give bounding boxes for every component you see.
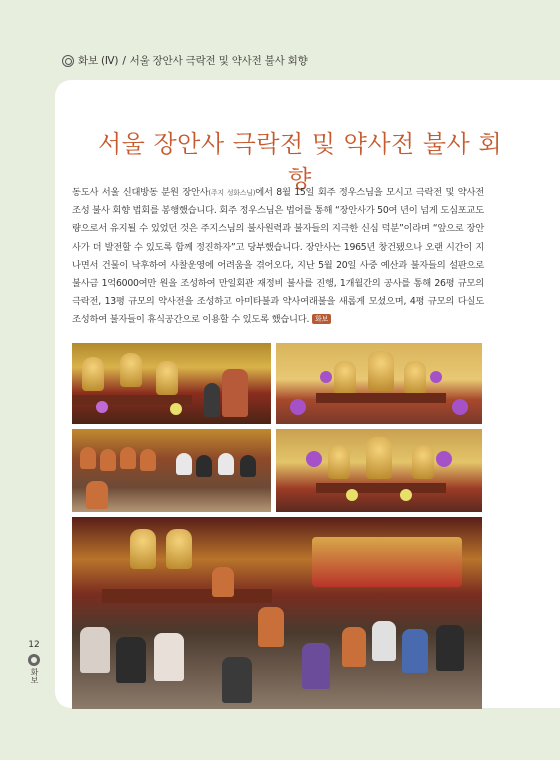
section-badge: 화보 xyxy=(312,314,331,324)
flower-arrangement xyxy=(170,403,182,415)
buddha-statue xyxy=(368,351,394,391)
header-title: 서울 장안사 극락전 및 약사전 불사 회향 xyxy=(129,55,308,67)
attendee-figure xyxy=(302,643,330,689)
monk-figure xyxy=(222,369,248,417)
body-text-a: 동도사 서울 신대방동 분원 장안사 xyxy=(72,187,209,198)
folio xyxy=(24,640,44,684)
flower-arrangement xyxy=(452,399,468,415)
flower-arrangement xyxy=(346,489,358,501)
monk-figure xyxy=(258,607,284,647)
buddha-statue xyxy=(130,529,156,569)
page-number: 12 xyxy=(28,640,40,650)
body-text-b: 에서 8월 15일 회주 정우스님을 모시고 극락전 및 약사전 조성 불사 회향 법회를 봉행했습니다. 회주 정우스님은 법어를 통해 “장안사가 50여 년이 넘게 도심포교도량으로서 유지될 수 있었던 것은 주지스님의 불사원력과 불자들의 지극한 신심 덕분”이라며 “앞으로 장안사가 더 발전할 수 있도록 함께 정진하자”고 당부했습니다. 장안사는 1965년 창건됐으나 오랜 시간이 지나면서 건물이 낙후하여 사찰운영에 어려움을 겪어오다, 지난 5월 20일 사중 예산과 불자들의 설판으로 불사금 1억6000여만 원을 조성하여 만일회관 재정비 불사를 진행, 1개월간의 공사를 통해 26평 규모의 극락전, 13평 규모의 약사전을 조성하고 아미타불과 약사여래불을 새롭게 모셨으며, 4평 규모의 다실도 조성하여 불자들이 휴식공간으로 이용할 수 있도록 했습니다. xyxy=(72,187,484,326)
monk-figure xyxy=(86,481,108,509)
buddha-statue xyxy=(366,437,392,479)
attendee-figure xyxy=(240,455,256,477)
monk-figure xyxy=(100,449,116,471)
attendee-figure xyxy=(154,633,184,681)
folio-section: 화보 xyxy=(30,668,39,684)
monk-figure xyxy=(212,567,234,597)
photo-congregation-seated xyxy=(72,429,271,512)
buddha-statue xyxy=(120,353,142,387)
article-title: 서울 장안사 극락전 및 약사전 불사 회향 xyxy=(97,130,503,193)
altar-table xyxy=(316,393,446,403)
attendee-figure xyxy=(176,453,192,475)
monk-figure xyxy=(80,447,96,469)
monk-figure xyxy=(140,449,156,471)
buddha-statue xyxy=(166,529,192,569)
buddha-statue xyxy=(82,357,104,391)
flower-arrangement xyxy=(96,401,108,413)
attendee-figure xyxy=(204,383,220,417)
flower-arrangement xyxy=(290,399,306,415)
dharma-wheel-icon xyxy=(62,55,74,67)
buddha-statue xyxy=(334,361,356,395)
photo-altar-buddha xyxy=(276,343,482,424)
attendee-figure xyxy=(116,637,146,683)
attendee-figure xyxy=(196,455,212,477)
altar-table xyxy=(316,483,446,493)
attendee-figure xyxy=(218,453,234,475)
flower-arrangement xyxy=(306,451,322,467)
monk-figure xyxy=(342,627,366,667)
altar-table xyxy=(102,589,272,603)
article-body xyxy=(72,184,484,330)
photo-medicine-buddha-hall xyxy=(276,429,482,512)
running-header xyxy=(62,53,308,68)
attendee-figure xyxy=(402,629,428,673)
attendee-figure xyxy=(80,627,110,673)
photo-main-hall-assembly xyxy=(72,517,482,709)
buddha-statue xyxy=(156,361,178,395)
attendee-figure xyxy=(436,625,464,671)
buddha-statue xyxy=(328,445,350,479)
flower-arrangement xyxy=(400,489,412,501)
section-marker-icon xyxy=(28,654,40,666)
photo-ceremony-speech xyxy=(72,343,271,424)
flower-arrangement xyxy=(436,451,452,467)
abbot-note: (주지 성화스님) xyxy=(208,189,256,197)
header-separator: / xyxy=(122,54,126,67)
flower-arrangement xyxy=(320,371,332,383)
flower-arrangement xyxy=(430,371,442,383)
buddha-statue xyxy=(404,361,426,395)
header-section: 화보 (Ⅳ) xyxy=(78,55,119,67)
attendee-figure xyxy=(222,657,252,703)
monk-figure xyxy=(120,447,136,469)
altar-painting xyxy=(312,537,462,587)
attendee-figure xyxy=(372,621,396,661)
buddha-statue xyxy=(412,445,434,479)
